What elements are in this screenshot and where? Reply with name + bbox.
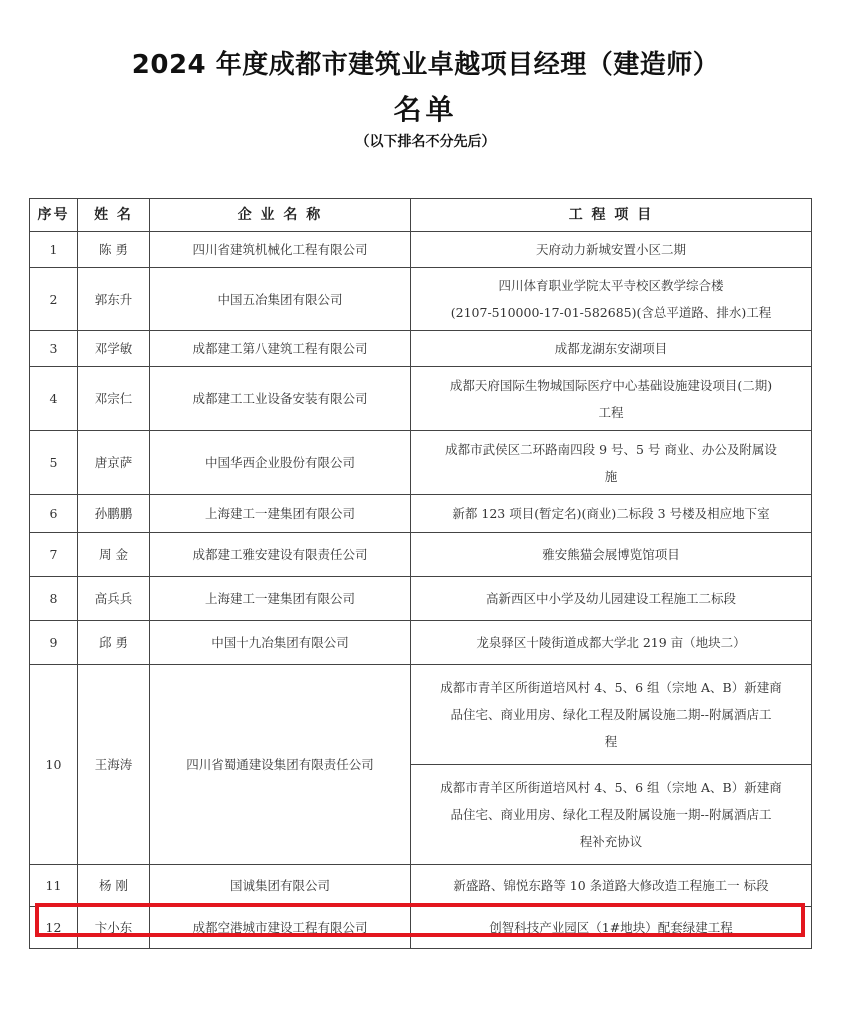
project-name: 新都 123 项目(暂定名)(商业)二标段 3 号楼及相应地下室 <box>411 495 812 533</box>
project-name: 创智科技产业园区（1#地块）配套绿建工程 <box>411 907 812 949</box>
row-number: 6 <box>30 495 78 533</box>
project-name: 成都市青羊区所街道培风村 4、5、6 组（宗地 A、B）新建商 品住宅、商业用房、绿化工程及附属设施二期--附属酒店工 程 <box>411 665 812 765</box>
person-name: 邓宗仁 <box>78 367 150 431</box>
project-name: 成都天府国际生物城国际医疗中心基础设施建设项目(二期) 工程 <box>411 367 812 431</box>
person-name: 高兵兵 <box>78 577 150 621</box>
person-name: 杨 刚 <box>78 865 150 907</box>
table-row <box>30 431 812 495</box>
table-header-row <box>30 199 812 232</box>
table-row <box>30 577 812 621</box>
company-name: 成都建工雅安建设有限责任公司 <box>150 533 411 577</box>
company-name: 四川省蜀通建设集团有限责任公司 <box>150 665 411 865</box>
row-number: 12 <box>30 907 78 949</box>
company-name: 成都建工工业设备安装有限公司 <box>150 367 411 431</box>
row-number: 4 <box>30 367 78 431</box>
project-name: 四川体育职业学院太平寺校区教学综合楼 (2107-510000-17-01-582685)(含总平道路、排水)工程 <box>411 268 812 331</box>
table-row <box>30 367 812 431</box>
table-row <box>30 533 812 577</box>
row-number: 11 <box>30 865 78 907</box>
header-project: 工 程 项 目 <box>411 199 812 232</box>
project-name: 雅安熊猫会展博览馆项目 <box>411 533 812 577</box>
person-name: 陈 勇 <box>78 232 150 268</box>
project-name: 天府动力新城安置小区二期 <box>411 232 812 268</box>
row-number: 2 <box>30 268 78 331</box>
company-name: 中国五冶集团有限公司 <box>150 268 411 331</box>
person-name: 郭东升 <box>78 268 150 331</box>
table-row <box>30 232 812 268</box>
table-body <box>30 232 812 949</box>
table-row <box>30 495 812 533</box>
project-name: 龙泉驿区十陵街道成都大学北 219 亩（地块二） <box>411 621 812 665</box>
row-number: 7 <box>30 533 78 577</box>
winners-table <box>29 198 812 949</box>
company-name: 中国十九冶集团有限公司 <box>150 621 411 665</box>
company-name: 国诚集团有限公司 <box>150 865 411 907</box>
person-name: 邱 勇 <box>78 621 150 665</box>
document-subtitle: 名单 <box>393 93 458 126</box>
company-name: 四川省建筑机械化工程有限公司 <box>150 232 411 268</box>
header-name: 姓 名 <box>78 199 150 232</box>
document-title: 2024 年度成都市建筑业卓越项目经理（建造师） <box>131 50 720 80</box>
person-name: 邓学敏 <box>78 331 150 367</box>
project-name: 新盛路、锦悦东路等 10 条道路大修改造工程施工一 标段 <box>411 865 812 907</box>
company-name: 上海建工一建集团有限公司 <box>150 495 411 533</box>
row-number: 8 <box>30 577 78 621</box>
row-number: 3 <box>30 331 78 367</box>
row-number: 9 <box>30 621 78 665</box>
project-name: 成都市武侯区二环路南四段 9 号、5 号 商业、办公及附属设 施 <box>411 431 812 495</box>
person-name: 王海涛 <box>78 665 150 865</box>
project-name: 成都龙湖东安湖项目 <box>411 331 812 367</box>
table-row <box>30 621 812 665</box>
highlight-box <box>35 903 805 937</box>
person-name: 卞小东 <box>78 907 150 949</box>
company-name: 成都建工第八建筑工程有限公司 <box>150 331 411 367</box>
project-name: 高新西区中小学及幼儿园建设工程施工二标段 <box>411 577 812 621</box>
table-row <box>30 331 812 367</box>
company-name: 中国华西企业股份有限公司 <box>150 431 411 495</box>
row-number: 10 <box>30 665 78 865</box>
row-number: 5 <box>30 431 78 495</box>
header-company: 企 业 名 称 <box>150 199 411 232</box>
table-row <box>30 665 812 765</box>
table-row <box>30 268 812 331</box>
person-name: 孙鹏鹏 <box>78 495 150 533</box>
project-name: 成都市青羊区所街道培风村 4、5、6 组（宗地 A、B）新建商 品住宅、商业用房、绿化工程及附属设施一期--附属酒店工 程补充协议 <box>411 765 812 865</box>
table-row <box>30 865 812 907</box>
person-name: 唐京萨 <box>78 431 150 495</box>
company-name: 上海建工一建集团有限公司 <box>150 577 411 621</box>
company-name: 成都空港城市建设工程有限公司 <box>150 907 411 949</box>
row-number: 1 <box>30 232 78 268</box>
header-no: 序号 <box>30 199 78 232</box>
person-name: 周 金 <box>78 533 150 577</box>
document-note: （以下排名不分先后） <box>355 134 496 150</box>
